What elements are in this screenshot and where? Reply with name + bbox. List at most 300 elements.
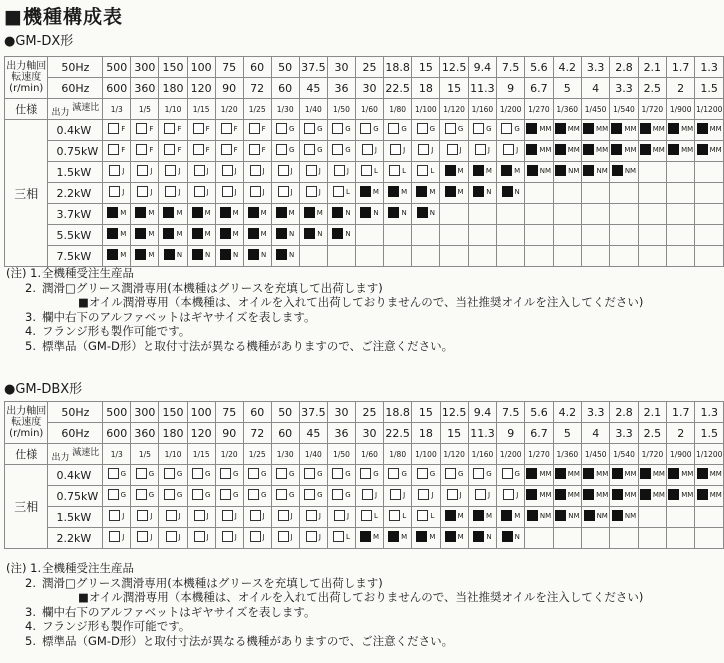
gear-size-code: N [233,250,239,259]
grease-lubrication-mark [473,468,484,479]
power-row [5,204,724,225]
gear-size-code: G [288,145,295,154]
gear-size-code: F [261,145,266,154]
power-cell: 2.2kW [48,183,103,204]
model-cell [243,120,271,141]
gear-mark [418,144,433,155]
gear-size-code: G [345,145,351,154]
ratio-cell: 1/100 [412,99,440,120]
note-number: 3. [25,604,36,619]
gear-mark [697,123,722,134]
gear-size-code: G [176,490,183,499]
gear-mark [583,489,608,500]
gear-size-code: J [431,490,434,499]
gear-size-code: MM [624,145,637,154]
model-cell [610,120,638,141]
model-cell [497,183,525,204]
gear-size-code: M [372,187,379,196]
note-line [6,605,643,620]
model-cell [695,204,724,225]
oil-lubrication-mark [526,489,537,500]
speed-60hz-cell: 1.5 [695,423,724,444]
model-cell [695,507,724,528]
gear-size-code: N [176,250,183,259]
model-cell [299,141,327,162]
gear-size-code: F [205,145,210,154]
oil-lubrication-mark [555,165,566,176]
gear-size-code: M [120,229,127,238]
grease-lubrication-mark [333,186,344,197]
gear-size-code: G [317,490,323,499]
gear-mark [640,123,665,134]
gear-size-code: J [374,145,377,154]
gear-mark [583,123,608,134]
grease-lubrication-mark [136,123,147,134]
model-cell [553,120,581,141]
model-cell [243,246,271,267]
note-line [6,295,643,310]
ratio-cell: 1/80 [383,99,411,120]
power-cell: 0.75kW [48,141,103,162]
gear-size-code: J [122,187,125,196]
speed-60hz-cell: 600 [103,423,131,444]
oil-lubrication-mark [583,468,594,479]
grease-lubrication-mark [276,144,287,155]
oil-lubrication-mark [502,531,513,542]
speed-50hz-cell: 18.8 [383,57,411,78]
grease-lubrication-mark [278,165,289,176]
note-text: 欄中右下のアルファベットはギヤサイズを表します。 [42,604,316,619]
oil-lubrication-mark [388,207,399,218]
gear-mark [304,228,322,239]
oil-lubrication-mark [611,144,622,155]
speed-50hz-cell: 30 [327,57,355,78]
gear-mark [164,468,182,479]
grease-lubrication-mark [166,531,177,542]
model-cell [440,486,468,507]
gear-size-code: M [148,229,155,238]
gear-size-code: N [204,250,211,259]
gear-mark [555,123,580,134]
model-cell [215,204,243,225]
model-cell [440,183,468,204]
gear-size-code: MM [596,145,609,154]
gear-size-code: N [373,208,379,217]
speed-50hz-cell: 37.5 [299,57,327,78]
page-title: ■機種構成表 [4,6,123,28]
model-cell [299,183,327,204]
power-cell: 0.4kW [48,465,103,486]
gear-size-code: G [233,469,239,478]
gear-size-code: J [346,166,349,175]
gear-mark [249,123,266,134]
speed-60hz-cell: 45 [299,423,327,444]
oil-lubrication-mark [697,144,708,155]
grease-lubrication-mark [417,468,428,479]
power-row [5,225,724,246]
model-cell [131,141,159,162]
model-cell [412,465,440,486]
gear-size-code: MM [596,469,609,478]
speed-60hz-cell: 22.5 [384,423,412,444]
gear-size-code: M [401,532,408,541]
speed-60hz-cell: 90 [215,423,243,444]
gear-mark [108,489,126,500]
gear-mark [612,489,637,500]
gear-mark [503,489,518,500]
oil-lubrication-mark [668,489,679,500]
speed-50hz-cell: 100 [187,402,215,423]
gear-mark [194,510,209,521]
model-cell [525,141,553,162]
gear-size-code: J [178,166,181,175]
gear-mark [278,165,293,176]
model-cell [271,528,299,549]
speed-60hz-cell: 360 [131,78,159,99]
model-cell [243,507,271,528]
gear-mark [501,510,520,521]
oil-lubrication-mark [388,186,399,197]
model-cell [187,528,215,549]
gear-mark [640,144,665,155]
grease-lubrication-mark [304,144,315,155]
gear-mark [137,531,152,542]
gear-size-code: G [288,490,295,499]
gear-size-code: J [459,145,462,154]
model-cell [610,204,638,225]
speed-50hz-cell: 12.5 [440,57,468,78]
oil-lubrication-mark [107,228,118,239]
speed-50hz-cell: 150 [159,402,187,423]
gear-size-code: G [120,490,127,499]
gear-mark [137,186,152,197]
gear-size-code: NM [568,511,580,520]
note-line [6,310,643,325]
model-cell [497,528,525,549]
speed-60hz-cell: 120 [187,78,215,99]
gear-mark [473,165,492,176]
gear-size-code: J [290,532,293,541]
speed-60hz-cell: 18 [412,423,440,444]
oil-lubrication-mark [360,207,371,218]
gear-mark [697,144,722,155]
gear-mark [388,531,407,542]
gear-mark [526,489,551,500]
model-cell [271,507,299,528]
power-cell: 0.75kW [48,486,103,507]
gear-size-code: G [401,469,407,478]
ratio-cell: 1/1200 [695,444,724,465]
model-cell [215,120,243,141]
grease-lubrication-mark [447,489,458,500]
model-cell [497,507,525,528]
model-cell [159,528,187,549]
speed-60hz-cell: 11.3 [468,78,496,99]
model-cell [327,141,355,162]
gear-mark [221,144,238,155]
grease-lubrication-mark [164,123,175,134]
model-cell [355,225,383,246]
gear-size-code: M [401,187,408,196]
gear-mark [278,531,293,542]
gear-size-code: G [373,469,379,478]
gear-size-code: J [206,511,209,520]
gear-size-code: G [260,469,267,478]
gear-mark [447,144,462,155]
gear-size-code: G [373,124,379,133]
speed-60hz-cell: 3.3 [610,423,638,444]
gear-size-code: J [346,511,350,520]
speed-60hz-cell: 360 [131,423,159,444]
speed-60hz-cell: 180 [159,423,187,444]
speed-60hz-cell: 36 [328,423,356,444]
oil-lubrication-mark [360,531,371,542]
speed-50hz-cell: 12.5 [440,402,468,423]
oil-lubrication-mark [416,531,427,542]
oil-lubrication-mark [502,186,513,197]
grease-lubrication-mark [360,468,371,479]
oil-lubrication-mark [248,228,259,239]
oil-lubrication-mark [248,207,259,218]
model-cell [497,141,525,162]
gear-mark [668,144,693,155]
ratio-cell: 1/3 [103,99,131,120]
gear-size-code: MM [709,145,722,154]
grease-lubrication-mark [220,468,231,479]
grease-lubrication-mark [361,510,372,521]
model-cell [497,465,525,486]
gear-size-code: F [121,145,126,154]
gear-size-code: G [204,490,211,499]
oil-lubrication-mark [417,207,428,218]
model-cell [667,204,695,225]
speed-row-50hz [5,402,724,423]
gear-mark [192,468,210,479]
gear-mark [164,144,181,155]
model-cell [384,528,412,549]
gear-mark [108,144,125,155]
grease-lubrication-mark [109,186,120,197]
note-line [6,281,643,296]
gear-mark [166,531,181,542]
power-cell: 5.5kW [48,225,103,246]
ratio-cell: 1/15 [187,99,215,120]
grease-lubrication-mark [249,144,260,155]
gear-size-code: G [429,469,436,478]
note-line [6,634,643,649]
ratio-cell: 1/720 [638,444,666,465]
model-cell [667,120,695,141]
ratio-cell: 1/30 [271,99,299,120]
grease-lubrication-mark [475,489,486,500]
grease-lubrication-mark [136,489,147,500]
gear-mark [361,165,378,176]
model-cell [412,486,440,507]
model-cell [440,246,468,267]
hz60-label: 60Hz [48,78,103,99]
gear-size-code: M [176,208,183,217]
oil-lubrication-mark [473,186,484,197]
model-cell [638,141,666,162]
gear-mark [611,144,636,155]
model-cell [271,120,299,141]
gear-size-code: G [345,469,351,478]
model-cell [355,162,383,183]
oil-lubrication-mark [163,228,174,239]
grease-lubrication-mark [390,489,401,500]
model-cell [243,204,271,225]
model-cell [610,246,638,267]
model-cell [582,486,610,507]
gear-size-code: M [148,208,155,217]
oil-lubrication-mark [668,123,679,134]
model-cell [103,183,131,204]
speed-50hz-cell: 9.4 [468,57,496,78]
model-cell [497,225,525,246]
gear-mark [222,165,237,176]
model-cell [131,507,159,528]
model-cell [412,162,440,183]
gear-size-code: L [430,511,435,520]
model-cell [581,141,609,162]
model-cell [695,162,724,183]
model-cell [215,528,243,549]
speed-50hz-cell: 150 [159,57,187,78]
gear-size-code: J [516,490,519,499]
model-cell [638,486,666,507]
speed-60hz-cell: 45 [299,78,327,99]
model-cell [103,120,131,141]
speed-row-60hz [5,78,724,99]
gear-mark [222,531,237,542]
model-cell [468,507,496,528]
gear-mark [164,123,181,134]
model-cell [187,225,215,246]
model-cell [468,465,496,486]
gear-mark [278,186,293,197]
gear-size-code: M [514,166,521,175]
gear-mark [250,531,265,542]
model-cell [667,486,695,507]
hz50-label: 50Hz [48,402,103,423]
gear-size-code: G [148,469,155,478]
model-cell [553,204,581,225]
gear-size-code: G [514,469,520,478]
ratio-cell: 1/5 [131,99,159,120]
grease-lubrication-mark [221,144,232,155]
model-cell [159,486,187,507]
model-cell [638,120,666,141]
gear-size-code: J [150,532,153,541]
model-cell [638,246,666,267]
oil-lubrication-mark [276,207,287,218]
power-row [5,486,724,507]
note-text: 全機種受注生産品 [42,266,134,280]
gear-mark [389,510,406,521]
grease-lubrication-mark [250,531,261,542]
gear-size-code: N [514,532,520,541]
model-cell [215,225,243,246]
model-cell [383,183,411,204]
gear-mark [108,468,126,479]
power-row [5,183,724,204]
model-cell [638,507,666,528]
gear-size-code: L [374,511,378,520]
model-cell [271,183,299,204]
gear-mark [332,123,350,134]
gear-mark [164,489,182,500]
gear-mark [109,510,124,521]
gear-size-code: J [122,511,125,520]
gear-size-code: J [318,511,321,520]
gear-mark [445,468,463,479]
gear-mark [165,165,180,176]
model-cell [131,465,159,486]
model-cell [440,162,468,183]
model-cell [215,465,243,486]
model-cell [103,486,131,507]
model-cell [299,246,327,267]
gear-mark [165,186,180,197]
model-cell [187,246,215,267]
gear-mark [220,207,239,218]
model-cell [638,465,666,486]
model-cell [271,204,299,225]
model-cell [243,465,271,486]
gear-size-code: G [345,490,351,499]
model-cell [497,120,525,141]
model-cell [525,246,553,267]
model-cell [243,141,271,162]
note-number: 4. [25,619,36,633]
gear-mark [668,489,693,500]
gear-mark [668,123,693,134]
gear-mark [526,144,551,155]
model-cell [271,465,299,486]
model-cell [553,528,581,549]
gear-mark [501,165,520,176]
gear-mark [583,144,608,155]
speed-60hz-cell: 4 [582,423,610,444]
gear-mark [390,489,405,500]
model-cell [159,225,187,246]
grease-lubrication-mark [250,165,261,176]
oil-lubrication-mark [445,165,456,176]
model-cell [356,528,384,549]
gear-size-code: G [120,469,127,478]
gear-size-code: M [372,532,380,541]
oil-lubrication-mark [640,144,651,155]
phase-label: 三相 [5,465,48,549]
gear-mark [166,510,181,521]
gear-mark [276,144,294,155]
ratio-cell: 1/30 [271,444,299,465]
model-cell [103,246,131,267]
model-cell [525,507,553,528]
model-cell [440,204,468,225]
ratio-cell: 1/900 [667,444,695,465]
grease-lubrication-mark [249,123,260,134]
gear-size-code: J [487,490,491,499]
model-cell [243,162,271,183]
model-cell [610,528,638,549]
grease-lubrication-mark [276,123,287,134]
gear-mark [304,489,322,500]
gear-mark [388,207,406,218]
gear-size-code: J [516,145,519,154]
gear-size-code: J [290,187,293,196]
oil-lubrication-mark [360,186,371,197]
